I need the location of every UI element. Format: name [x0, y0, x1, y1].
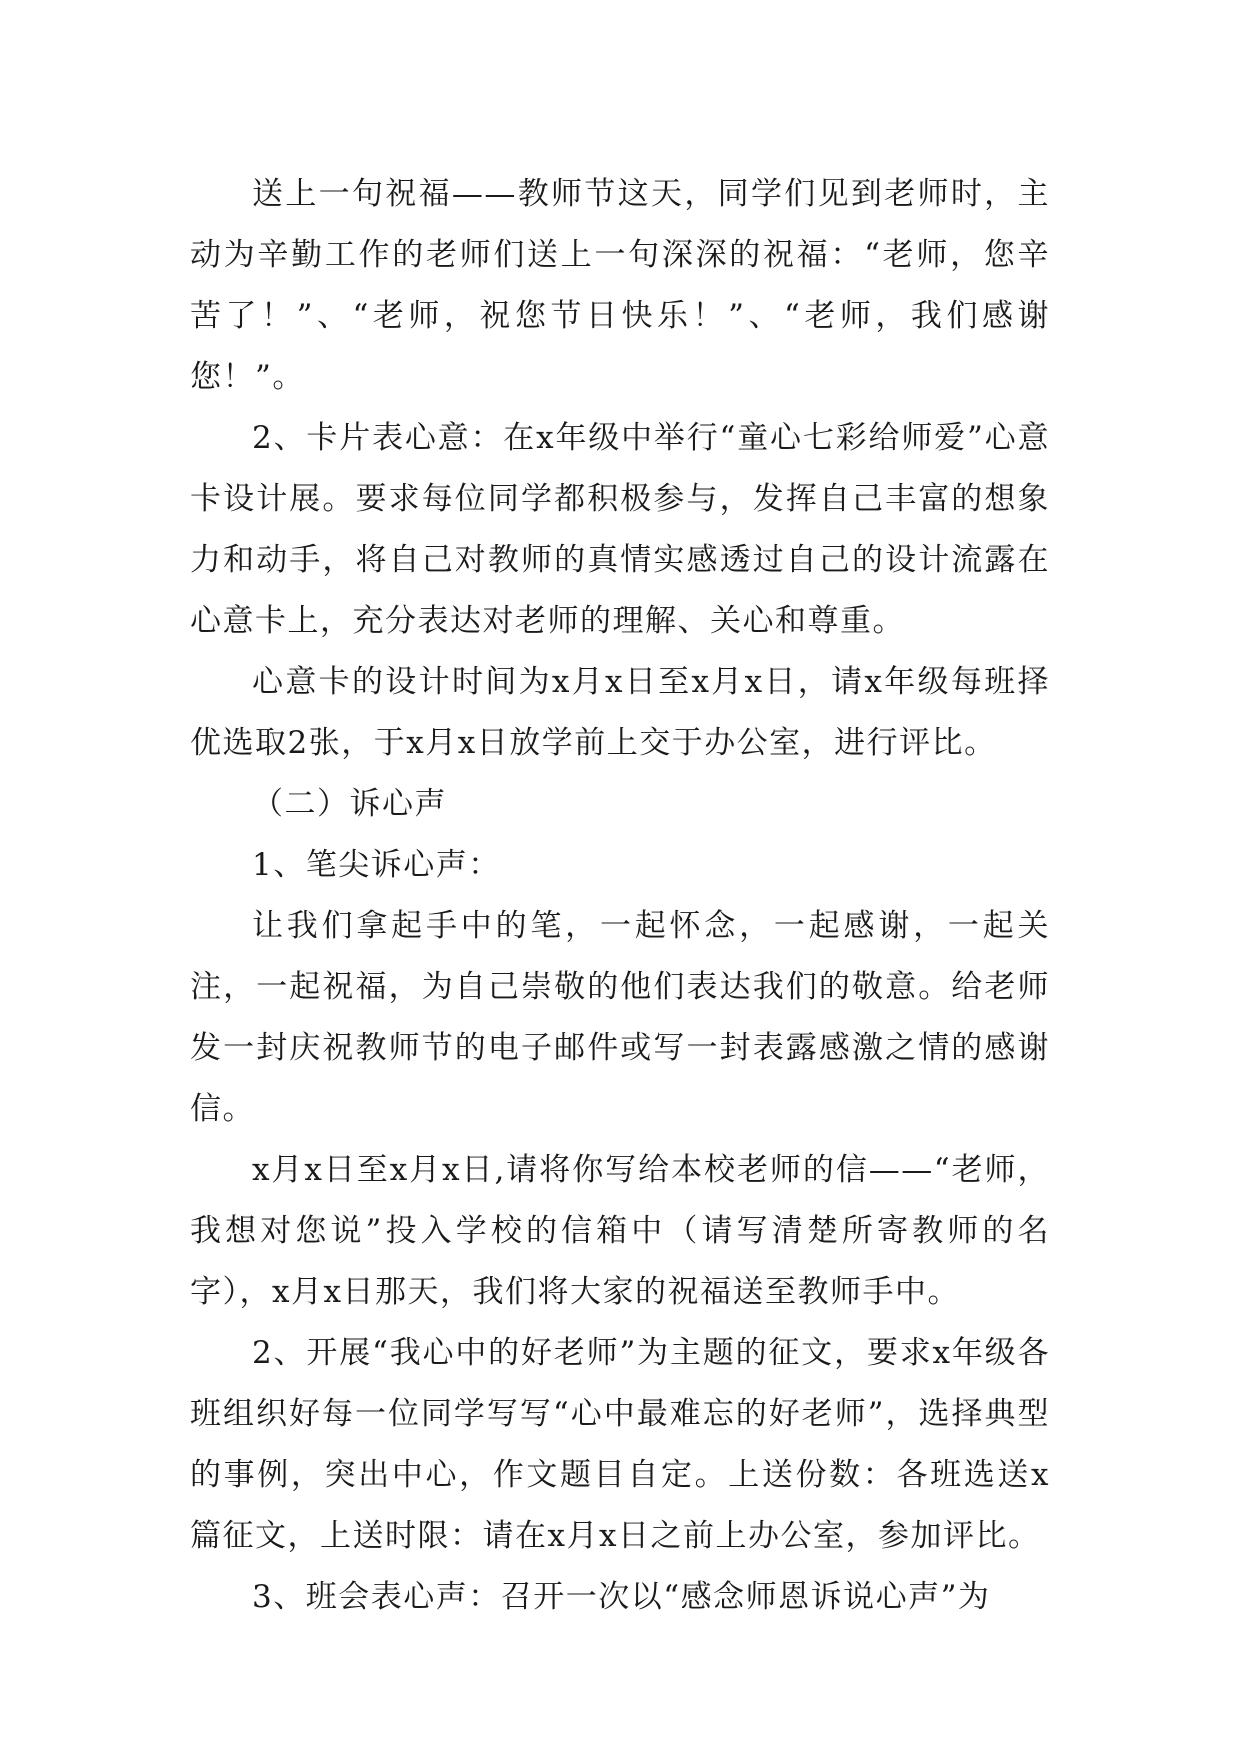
- paragraph-essay: 2、开展“我心中的好老师”为主题的征文，要求x年级各班组织好每一位同学写写“心中最难忘的好老师”，选择典型的事例，突出中心，作文题目自定。上送份数：各班选送x篇征文，上送时限：请在x月x日之前上办公室，参加评比。: [190, 1335, 1050, 1554]
- paragraph-class-meeting: 3、班会表心声：召开一次以“感念师恩诉说心声”为: [252, 1579, 991, 1615]
- document-body: [190, 164, 1050, 1628]
- paragraph-card-activity: 2、卡片表心意：在x年级中举行“童心七彩给师爱”心意卡设计展。要求每位同学都积极参与，发挥自己丰富的想象力和动手，将自己对教师的真情实感透过自己的设计流露在心意卡上，充分表达对老师的理解、关心和尊重。: [190, 420, 1050, 639]
- paragraph-letter-intro: 让我们拿起手中的笔，一起怀念，一起感谢，一起关注，一起祝福，为自己崇敬的他们表达我们的敬意。给老师发一封庆祝教师节的电子邮件或写一封表露感激之情的感谢信。: [190, 908, 1050, 1127]
- paragraph-blessing: 送上一句祝福——教师节这天，同学们见到老师时，主动为辛勤工作的老师们送上一句深深的祝福：“老师，您辛苦了！”、“老师，祝您节日快乐！”、“老师，我们感谢您！”。: [190, 176, 1050, 395]
- section-heading: （二）诉心声: [252, 786, 447, 822]
- subheading-pen: 1、笔尖诉心声：: [252, 847, 501, 883]
- paragraph-card-schedule: 心意卡的设计时间为x月x日至x月x日，请x年级每班择优选取2张，于x月x日放学前上交于办公室，进行评比。: [190, 664, 1050, 761]
- paragraph-letter-schedule: x月x日至x月x日,请将你写给本校老师的信——“老师，我想对您说”投入学校的信箱中（请写清楚所寄教师的名字），x月x日那天，我们将大家的祝福送至教师手中。: [190, 1152, 1050, 1310]
